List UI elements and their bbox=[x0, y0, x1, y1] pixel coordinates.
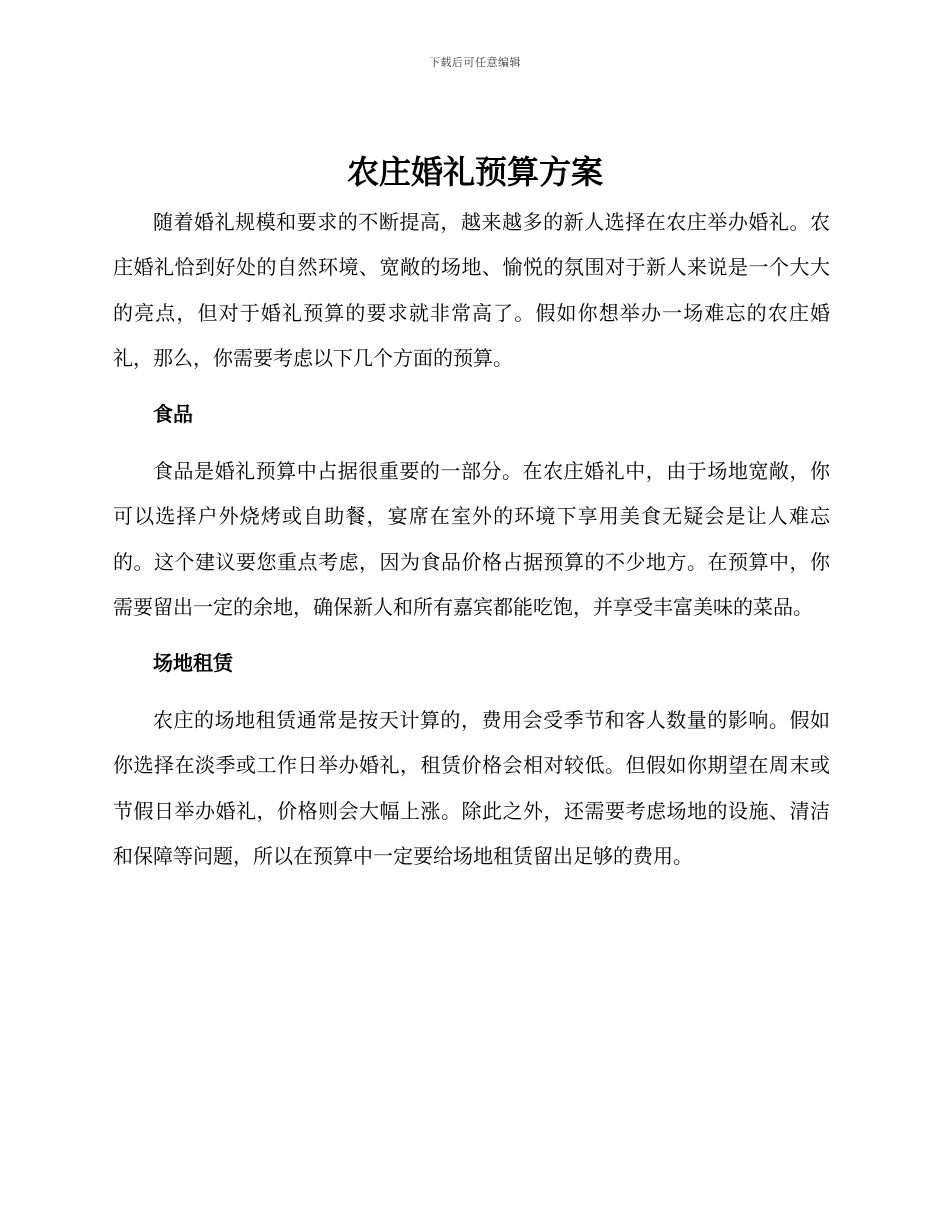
spacer bbox=[113, 631, 830, 641]
intro-paragraph: 随着婚礼规模和要求的不断提高，越来越多的新人选择在农庄举办婚礼。农庄婚礼恰到好处的自然环境、宽敞的场地、愉悦的氛围对于新人来说是一个大大的亮点，但对于婚礼预算的要求就非常高了。假如你想举办一场难忘的农庄婚礼，那么，你需要考虑以下几个方面的预算。 bbox=[113, 210, 830, 371]
document-title: 农庄婚礼预算方案 bbox=[346, 153, 603, 191]
section-body-food: 食品是婚礼预算中占据很重要的一部分。在农庄婚礼中，由于场地宽敞，你可以选择户外烧烤或自助餐，宴席在室外的环境下享用美食无疑会是让人难忘的。这个建议要您重点考虑，因为食品价格占据预算的不少地方。在预算中，你需要留出一定的余地，确保新人和所有嘉宾都能吃饱，并享受丰富美味的菜品。 bbox=[113, 459, 830, 620]
section-heading-food: 食品 bbox=[153, 401, 193, 426]
header-note: 下载后可任意编辑 bbox=[429, 56, 521, 69]
spacer bbox=[113, 382, 830, 392]
section-body-venue: 农庄的场地租赁通常是按天计算的，费用会受季节和客人数量的影响。假如你选择在淡季或工作日举办婚礼，租赁价格会相对较低。但假如你期望在周末或节假日举办婚礼，价格则会大幅上涨。除此之外，还需要考虑场地的设施、清洁和保障等问题，所以在预算中一定要给场地租赁留出足够的费用。 bbox=[113, 708, 830, 869]
spacer bbox=[113, 437, 830, 449]
document-body bbox=[113, 200, 830, 880]
section-heading-venue: 场地租赁 bbox=[153, 650, 233, 675]
spacer bbox=[113, 686, 830, 698]
